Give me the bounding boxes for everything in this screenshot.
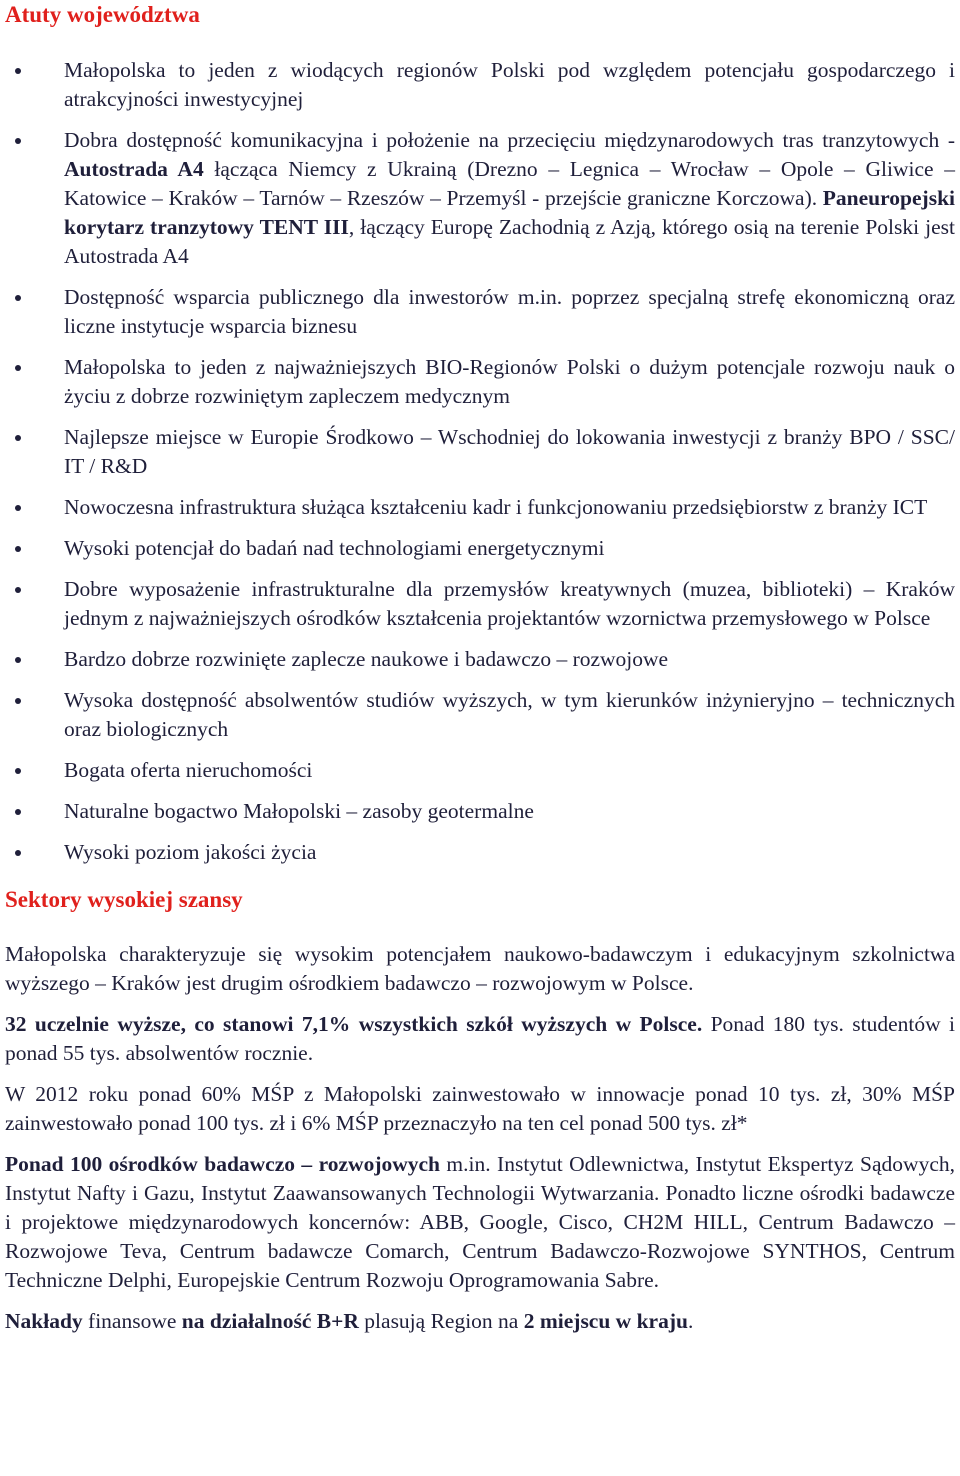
list-item	[5, 56, 955, 114]
list-item	[5, 645, 955, 674]
list-item	[5, 353, 955, 411]
list-item-text: Wysoki poziom jakości życia	[64, 840, 317, 864]
bullet-icon	[15, 295, 21, 301]
heading-atuty: Atuty województwa	[5, 2, 200, 27]
bullet-icon	[15, 587, 21, 593]
paragraph-research-centers	[5, 1150, 955, 1295]
bullet-icon	[15, 809, 21, 815]
bullet-icon	[15, 505, 21, 511]
bullet-icon	[15, 68, 21, 74]
bullet-icon	[15, 435, 21, 441]
bullet-icon	[15, 365, 21, 371]
list-item-text: Dobre wyposażenie infrastrukturalne dla przemysłów kreatywnych (muzea, biblioteki) – Kraków jednym z najważniejszych ośrodków kształcenia projektantów wzornictwa przemysłowego w Polsce	[64, 577, 955, 630]
list-item	[5, 686, 955, 744]
list-item-text: Nowoczesna infrastruktura służąca kształceniu kadr i funkcjonowaniu przedsiębiorstw z branży ICT	[64, 495, 928, 519]
bullet-icon	[15, 546, 21, 552]
paragraph-research-potential	[5, 940, 955, 998]
list-item	[5, 126, 955, 271]
paragraph-rd-spending	[5, 1307, 955, 1336]
list-item-text: Naturalne bogactwo Małopolski – zasoby geotermalne	[64, 799, 534, 823]
paragraph-universities	[5, 1010, 955, 1068]
paragraph-text: finansowe	[82, 1309, 182, 1333]
list-item	[5, 534, 955, 563]
list-item-text: Wysoki potencjał do badań nad technologiami energetycznymi	[64, 536, 605, 560]
paragraph-text: plasują Region na	[358, 1309, 524, 1333]
bullet-icon	[15, 768, 21, 774]
paragraph-text: Małopolska charakteryzuje się wysokim potencjałem naukowo-badawczym i edukacyjnym szkolnictwa wyższego – Kraków jest drugim ośrodkiem badawczo – rozwojowym w Polsce.	[5, 942, 955, 995]
paragraph-text: m.in. Instytut Odlewnictwa, Instytut Ekspertyz Sądowych, Instytut Nafty i Gazu, Instytut Zaawansowanych Technologii Wytwarzania. Ponadto liczne ośrodki badawcze i projektowe międzynarodowych koncernów: ABB, Google, Cisco, CH2M HILL, Centrum Badawczo – Rozwojowe Teva, Centrum badawcze Comarch, Centrum Badawczo-Rozwojowe SYNTHOS, Centrum Techniczne Delphi, Europejskie Centrum Rozwoju Oprogramowania Sabre.	[5, 1152, 955, 1292]
bullet-icon	[15, 138, 21, 144]
list-item	[5, 797, 955, 826]
list-item	[5, 756, 955, 785]
paragraph-text: .	[687, 1309, 694, 1333]
list-item	[5, 283, 955, 341]
bold-text: Ponad 100 ośrodków badawczo – rozwojowych	[5, 1152, 441, 1176]
list-item-text: Wysoka dostępność absolwentów studiów wyższych, w tym kierunków inżynieryjno – technicznych oraz biologicznych	[64, 688, 955, 741]
bold-text: Paneuropejski korytarz tranzytowy TENT III	[64, 186, 955, 239]
bullet-icon	[15, 657, 21, 663]
atuty-list	[5, 56, 955, 867]
paragraph-text: W 2012 roku ponad 60% MŚP z Małopolski zainwestowało w innowacje ponad 10 tys. zł, 30% MŚP zainwestowało ponad 100 tys. zł i 6% MŚP przeznaczyło na ten cel ponad 500 tys. zł*	[5, 1082, 955, 1135]
list-item	[5, 838, 955, 867]
list-item	[5, 423, 955, 481]
list-item-text: Małopolska to jeden z najważniejszych BIO-Regionów Polski o dużym potencjale rozwoju nauk o życiu z dobrze rozwiniętym zapleczem medycznym	[64, 355, 955, 408]
list-item-text: Bogata oferta nieruchomości	[64, 758, 313, 782]
bold-text: Nakłady	[5, 1309, 83, 1333]
list-item-text: Małopolska to jeden z wiodących regionów Polski pod względem potencjału gospodarczego i atrakcyjności inwestycyjnej	[64, 58, 955, 111]
paragraph-text: Ponad 180 tys. studentów i ponad 55 tys. absolwentów rocznie.	[5, 1012, 955, 1065]
list-item-text: łącząca Niemcy z Ukrainą (Drezno – Legnica – Wrocław – Opole – Gliwice – Katowice – Kraków – Tarnów – Rzeszów – Przemyśl - przejście graniczne Korczowa).	[64, 157, 955, 210]
list-item-text: Bardzo dobrze rozwinięte zaplecze naukowe i badawczo – rozwojowe	[64, 647, 669, 671]
bullet-icon	[15, 698, 21, 704]
bold-text: Autostrada A4	[64, 157, 204, 181]
list-item	[5, 493, 955, 522]
list-item-text: , łączący Europę Zachodnią z Azją, którego osią na terenie Polski jest Autostrada A4	[64, 215, 955, 268]
heading-sektory: Sektory wysokiej szansy	[5, 887, 243, 912]
bold-text: 2 miejscu w kraju	[523, 1309, 688, 1333]
paragraph-sme-innovation	[5, 1080, 955, 1138]
list-item-text: Najlepsze miejsce w Europie Środkowo – Wschodniej do lokowania inwestycji z branży BPO / SSC/ IT / R&D	[64, 425, 955, 478]
list-item	[5, 575, 955, 633]
list-item-text: Dobra dostępność komunikacyjna i położenie na przecięciu międzynarodowych tras tranzytowych -	[64, 128, 955, 152]
bold-text: 32 uczelnie wyższe, co stanowi 7,1% wszystkich szkół wyższych w Polsce.	[5, 1012, 703, 1036]
bold-text: na działalność B+R	[181, 1309, 359, 1333]
bullet-icon	[15, 850, 21, 856]
list-item-text: Dostępność wsparcia publicznego dla inwestorów m.in. poprzez specjalną strefę ekonomiczną oraz liczne instytucje wsparcia biznesu	[64, 285, 955, 338]
